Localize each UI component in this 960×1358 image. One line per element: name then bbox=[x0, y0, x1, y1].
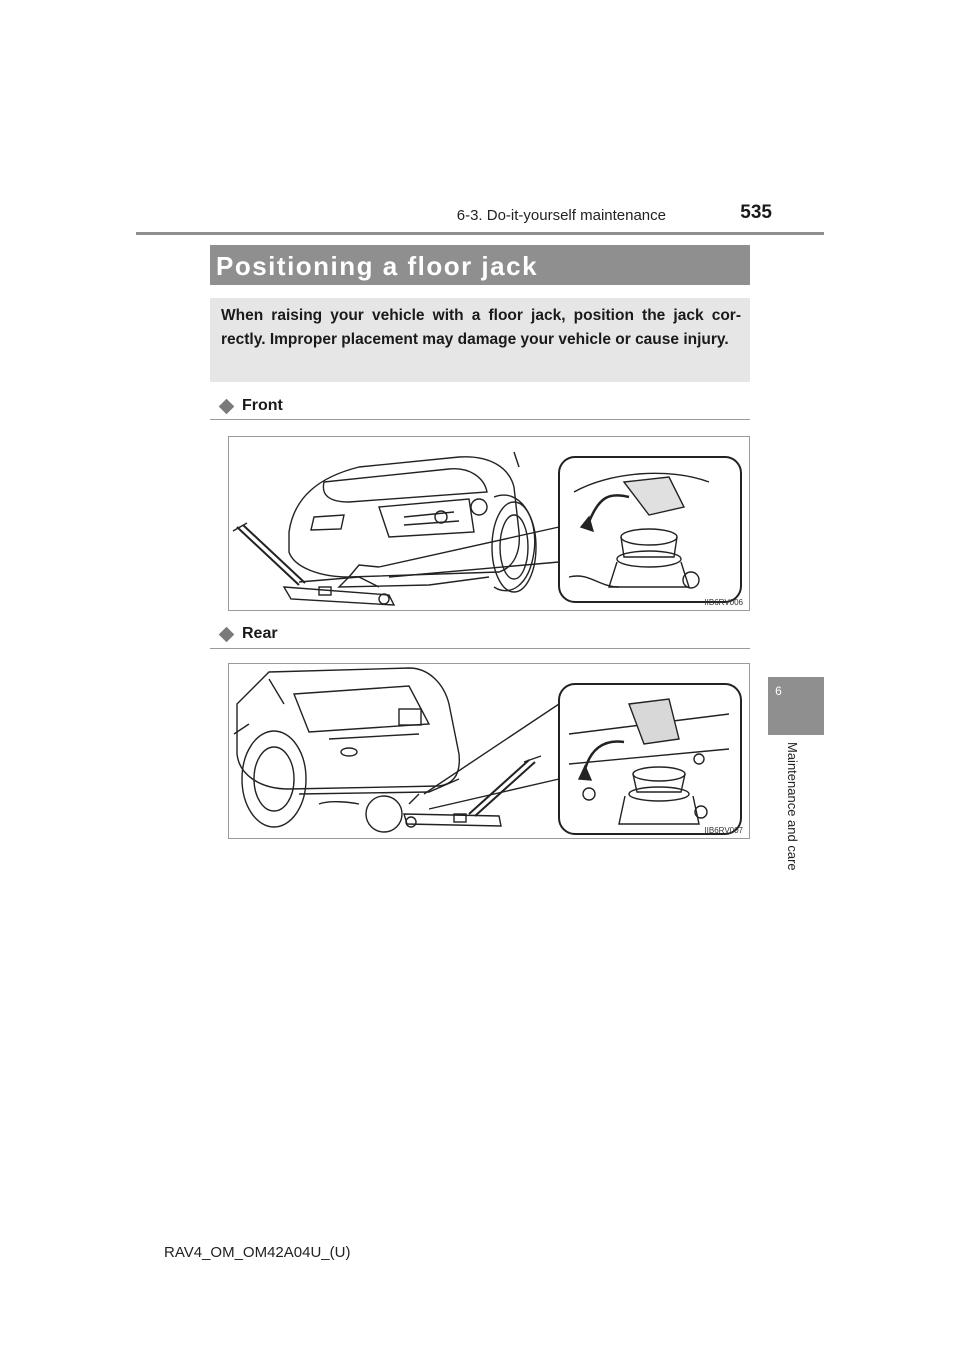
intro-text: When raising your vehicle with a floor jack, position the jack cor-rectly. Improper placement may damage your vehicle or cause injury. bbox=[221, 307, 741, 348]
subheading-front bbox=[218, 397, 283, 415]
front-jack-illustration bbox=[228, 436, 750, 611]
page-title: Positioning a floor jack bbox=[216, 251, 539, 281]
figure-code-rear: IIB6RV007 bbox=[704, 826, 743, 835]
section-label: 6-3. Do-it-yourself maintenance bbox=[456, 207, 666, 224]
intro-box bbox=[210, 298, 750, 382]
subheading-divider bbox=[210, 648, 750, 649]
front-jack-drawing bbox=[229, 437, 749, 610]
subheading-rear bbox=[218, 625, 278, 643]
subheading-front-label: Front bbox=[242, 397, 283, 414]
figure-code-front: IIB6RV006 bbox=[704, 598, 743, 607]
chapter-tab-number: 6 bbox=[775, 684, 782, 698]
header-divider bbox=[136, 232, 824, 235]
footer-doc-code: RAV4_OM_OM42A04U_(U) bbox=[164, 1244, 351, 1261]
subheading-divider bbox=[210, 419, 750, 420]
chapter-tab-label: Maintenance and care bbox=[785, 742, 800, 871]
rear-jack-drawing bbox=[229, 664, 749, 838]
rear-jack-illustration bbox=[228, 663, 750, 839]
page-number: 535 bbox=[740, 202, 772, 223]
subheading-rear-label: Rear bbox=[242, 625, 278, 642]
title-bar bbox=[210, 245, 750, 285]
diamond-icon bbox=[219, 398, 235, 414]
diamond-icon bbox=[219, 626, 235, 642]
